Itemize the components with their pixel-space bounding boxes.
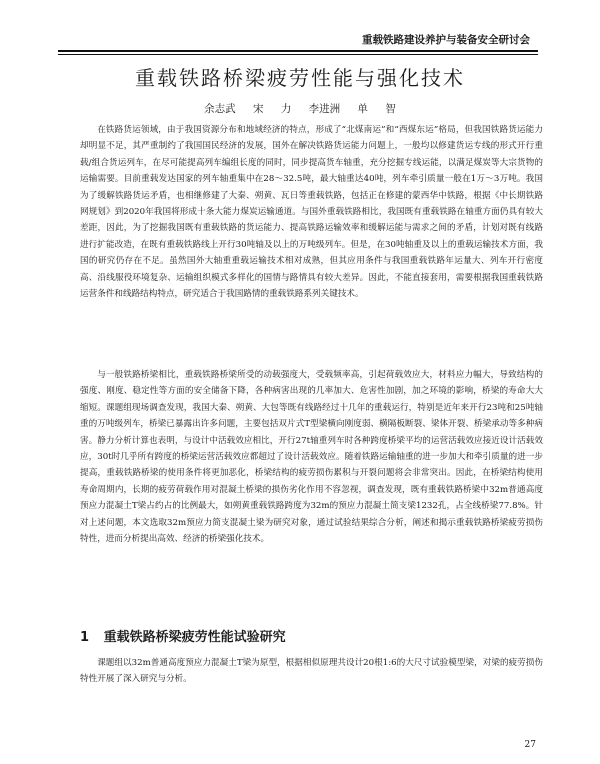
- section-title: 重载铁路桥梁疲劳性能试验研究: [103, 630, 286, 645]
- paragraph-text: 与一般铁路桥梁相比，重载铁路桥梁所受的动载强度大，受载频率高，引起荷载效应大，材料应力幅大，导致结构的强度、刚度、稳定性等方面的安全储备下降，各种病害出现的几率加大、危害性加剧，加之环境的影响，桥梁的寿命大大缩短。课题组现场调查发现，我国大秦、朔黄、大包等既有线路经过十几年的重载运行，特别是近年来开行23吨和25吨轴重的万吨级列车，桥梁已暴露出许多问题，主要包括双片式T型梁横向刚度弱、横隔板断裂、梁体开裂、桥梁承动等多种病害。静力分析计算也表明，与设计中活载效应相比，开行27t轴重列车时各种跨度桥梁平均的运营活载效应接近设计活载效应，30t时几乎所有跨度的桥梁运营活载效应都超过了设计活载效应。随着铁路运输轴重的进一步加大和牵引质量的进一步提高，重载铁路桥梁的使用条件将更加恶化，桥梁结构的疲劳损伤累积与开裂问题将会非常突出。因此，在桥梁结构使用寿命周期内，长期的疲劳荷载作用对混凝土桥梁的损伤劣化作用不容忽视，调查发现，既有重载铁路桥梁中32m普通高度预应力混凝土T梁占约占的比例最大，如朔黄重载铁路跨度为32m的预应力混凝土简支梁1232孔，占全线桥梁77.8%。针对上述问题，本文选取32m预应力简支混凝土梁为研究对象，通过试验结果综合分析，阐述和揭示重载铁路桥梁疲劳损伤特性，进而分析提出高效、经济的桥梁强化技术。: [80, 370, 543, 545]
- intro-paragraph-2: [80, 367, 543, 589]
- section-heading: [80, 626, 286, 645]
- section-number: 1: [80, 630, 90, 645]
- page-number: 27: [524, 740, 536, 750]
- author-name: 宋 力: [252, 103, 292, 115]
- author-name: 余志武: [204, 103, 236, 115]
- header-rule: [58, 50, 538, 52]
- author-name: 李进洲: [308, 103, 341, 115]
- running-header-text: 重载铁路建设养护与装备安全研讨会: [362, 34, 530, 46]
- running-header: [0, 28, 600, 52]
- intro-paragraph-1: [80, 122, 543, 370]
- author-name: 单 智: [357, 103, 396, 115]
- header-rule-thin: [58, 54, 538, 55]
- section-paragraph: [80, 655, 543, 691]
- paragraph-text: 课题组以32m普通高度预应力混凝土T梁为原型，根据相似原理共设计20根1:6的大尺寸试验模型梁，对梁的疲劳损伤特性开展了深入研究与分析。: [80, 658, 543, 685]
- article-title: 重载铁路桥梁疲劳性能与强化技术: [135, 66, 465, 90]
- paragraph-text: 在铁路货运领域，由于我国资源分布和地域经济的特点，形成了“北煤南运”和“西煤东运”格局，但我国铁路货运能力却明显不足，其严重制约了我国国民经济的发展，国外在解决铁路货运能力问题上，一般均以修建货运专线的形式开行重载/组合货运列车，在尽可能提高列车编组长度的同时，同步提高货车轴重，充分挖掘专线运能，以满足煤炭等大宗货物的运输需要。目前重载发达国家的列车轴重集中在28～32.5吨，最大轴重达40吨，列车牵引质量一般在1万～3万吨。我国为了缓解铁路货运矛盾，也相继修建了大秦、朔黄、瓦日等重载铁路，包括正在修建的蒙西华中铁路，根据《中长期铁路网规划》到2020年我国将形成十条大能力煤炭运输通道。与国外重载铁路相比，我国既有重载铁路在轴重方面仍具有较大差距，因此，为了挖掘我国既有重载铁路的货运能力、提高铁路运输效率和缓解运能与需求之间的矛盾，计划对既有线路进行扩能改造，在既有重载铁路线上开行30吨轴及以上的万吨级列车。但是，在30吨轴重及以上的重载运输技术方面，我国的研究仍存在不足。虽然国外大轴重重载运输技术相对成熟，但其应用条件与我国重载铁路年运量大、列车开行密度高、沿线服役环境复杂、运输组织模式多样化的国情与路情具有较大差异。因此，不能直接套用，需要根据我国重载铁路运营条件和线路结构特点，研究适合于我国路情的重载铁路系列关键技术。: [80, 125, 543, 300]
- author-list: [0, 101, 600, 116]
